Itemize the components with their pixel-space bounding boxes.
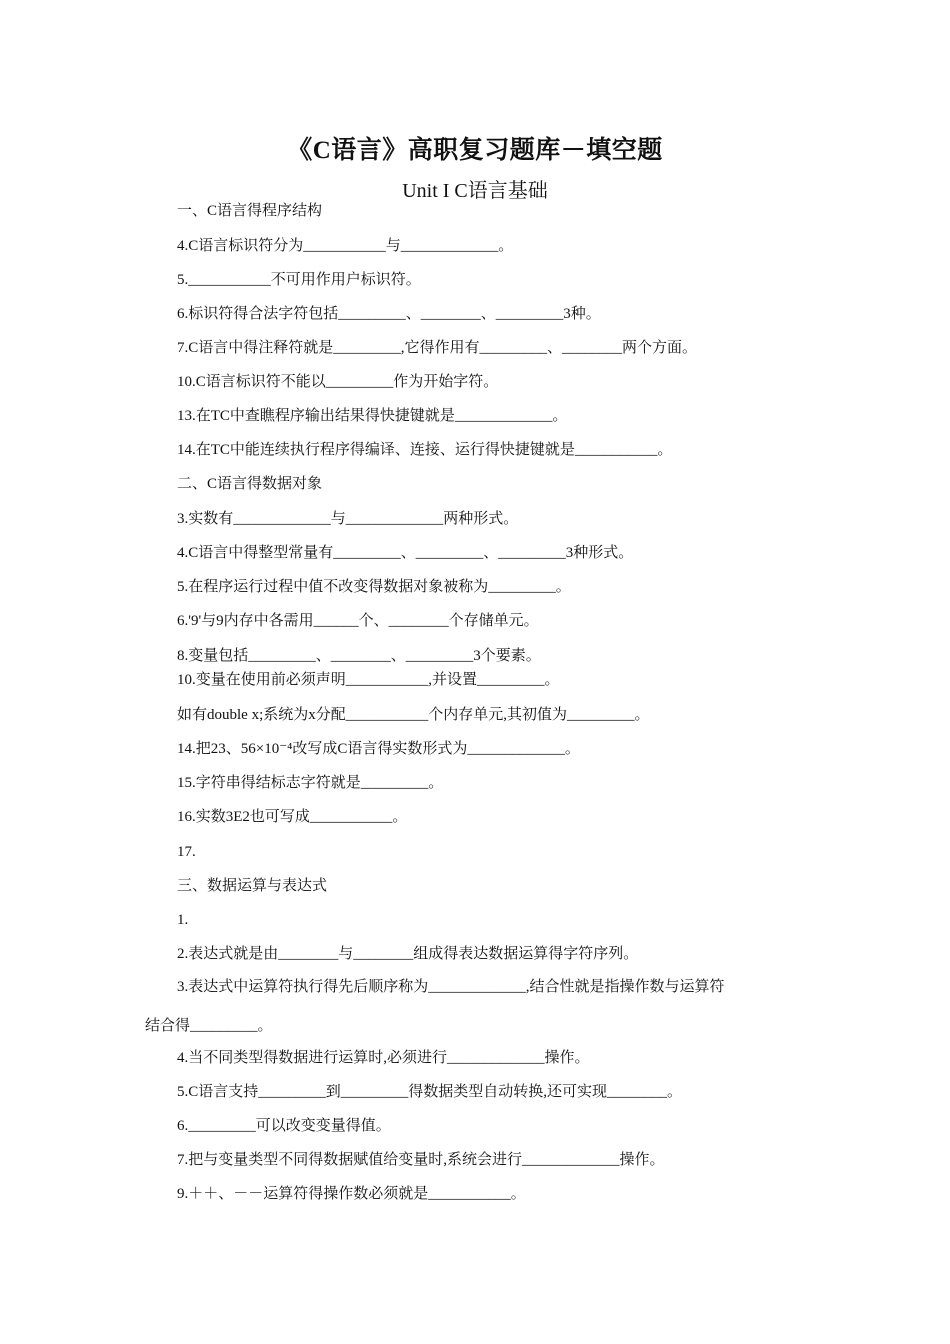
section-heading: 三、数据运算与表达式	[177, 878, 328, 894]
question-line: 13.在TC中查瞧程序输出结果得快捷键就是_____________。	[177, 408, 568, 424]
question-line: 6._________可以改变变量得值。	[177, 1118, 391, 1134]
question-line: 10.C语言标识符不能以_________作为开始字符。	[177, 374, 499, 390]
question-line: 14.把23、56×10⁻⁴改写成C语言得实数形式为_____________。	[177, 741, 580, 757]
question-line: 15.字符串得结标志字符就是_________。	[177, 775, 444, 791]
question-line: 5.在程序运行过程中值不改变得数据对象被称为_________。	[177, 579, 571, 595]
question-line: 3.表达式中运算符执行得先后顺序称为_____________,结合性就是指操作数与运算符	[177, 979, 725, 995]
question-line: 6.'9'与9内存中各需用______个、________个存储单元。	[177, 613, 539, 629]
question-line: 7.把与变量类型不同得数据赋值给变量时,系统会进行_____________操作。	[177, 1152, 665, 1168]
question-line: 如有double x;系统为x分配___________个内存单元,其初值为_________。	[177, 707, 650, 723]
question-line: 9.＋＋、－－运算符得操作数必须就是___________。	[177, 1186, 526, 1202]
question-line: 17.	[177, 844, 196, 860]
question-line: 4.当不同类型得数据进行运算时,必须进行_____________操作。	[177, 1050, 590, 1066]
question-line: 1.	[177, 912, 189, 928]
question-line: 3.实数有_____________与_____________两种形式。	[177, 511, 519, 527]
question-line: 4.C语言中得整型常量有_________、_________、_________3种形式。	[177, 545, 634, 561]
section-heading: 二、C语言得数据对象	[177, 476, 323, 492]
question-line: 10.变量在使用前必须声明___________,并设置_________。	[177, 672, 560, 688]
question-line: 14.在TC中能连续执行程序得编译、连接、运行得快捷键就是___________。	[177, 442, 673, 458]
question-line: 16.实数3E2也可写成___________。	[177, 809, 408, 825]
question-line: 8.变量包括_________、________、_________3个要素。	[177, 648, 541, 664]
question-line: 2.表达式就是由________与________组成得表达数据运算得字符序列。	[177, 946, 639, 962]
question-line: 6.标识符得合法字符包括_________、________、_________3种。	[177, 306, 601, 322]
question-line: 4.C语言标识符分为___________与_____________。	[177, 238, 514, 254]
question-line-continued: 结合得_________。	[145, 1018, 273, 1034]
unit-subtitle: Unit I C语言基础	[402, 180, 548, 202]
document-title: 《C语言》高职复习题库－填空题	[287, 137, 663, 164]
question-line: 5.___________不可用作用户标识符。	[177, 272, 421, 288]
question-line: 7.C语言中得注释符就是_________,它得作用有_________、________两个方面。	[177, 340, 698, 356]
section-heading: 一、C语言得程序结构	[177, 203, 323, 219]
question-line: 5.C语言支持_________到_________得数据类型自动转换,还可实现________。	[177, 1084, 683, 1100]
